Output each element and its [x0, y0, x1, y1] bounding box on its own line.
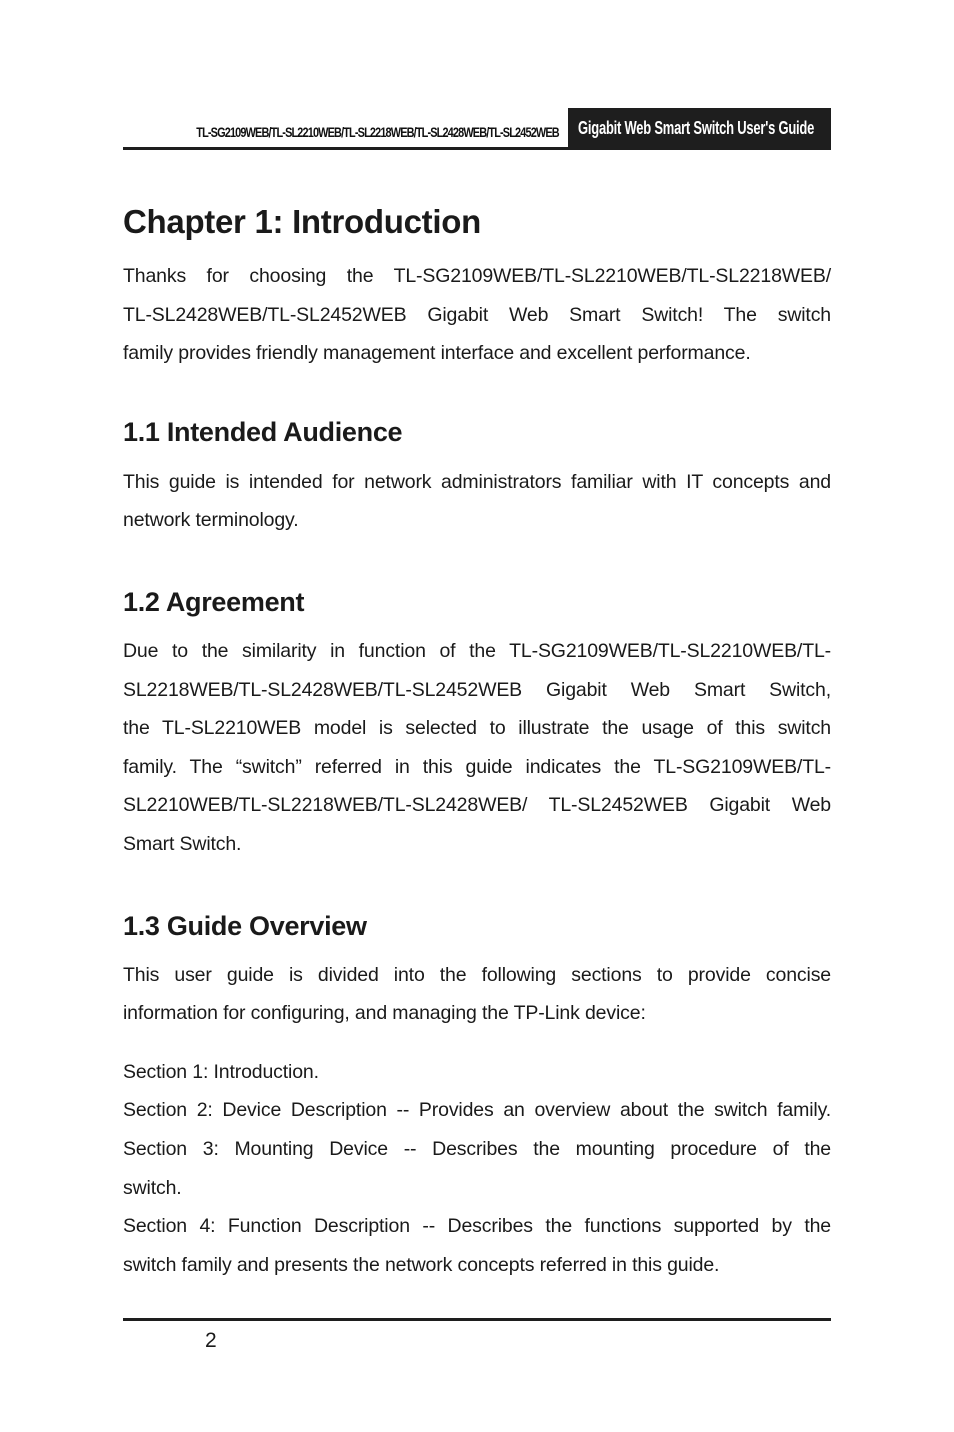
- section-heading-audience: 1.1 Intended Audience: [123, 416, 403, 447]
- page-number: 2: [205, 1329, 217, 1352]
- body-line: family. The “switch” referred in this guide indicates the TL-SG2109WEB/TL-: [123, 755, 831, 778]
- section-heading-agreement: 1.2 Agreement: [123, 586, 305, 617]
- footer-rule: [123, 1318, 831, 1321]
- body-line: network terminology.: [123, 509, 299, 532]
- header-guide-tab: [568, 108, 831, 150]
- section-heading-overview: 1.3 Guide Overview: [123, 910, 367, 941]
- page-content: [123, 200, 831, 1284]
- body-line: Due to the similarity in function of the TL-SG2109WEB/TL-SL2210WEB/TL-: [123, 639, 831, 662]
- header-guide-title: Gigabit Web Smart Switch User's Guide: [578, 118, 815, 138]
- list-item: switch.: [123, 1176, 182, 1199]
- body-line: information for configuring, and managing the TP-Link device:: [123, 1002, 646, 1025]
- list-item: Section 4: Function Description -- Describes the functions supported by the: [123, 1215, 831, 1238]
- section-body-overview: [123, 956, 831, 1033]
- intro-line: TL-SL2428WEB/TL-SL2452WEB Gigabit Web Smart Switch! The switch: [123, 303, 831, 326]
- body-line: This user guide is divided into the following sections to provide concise: [123, 963, 831, 986]
- list-item: Section 3: Mounting Device -- Describes the mounting procedure of the: [123, 1137, 831, 1160]
- body-line: Smart Switch.: [123, 832, 242, 855]
- intro-line: Thanks for choosing the TL-SG2109WEB/TL-SL2210WEB/TL-SL2218WEB/: [123, 265, 831, 287]
- body-line: SL2210WEB/TL-SL2218WEB/TL-SL2428WEB/ TL-SL2452WEB Gigabit Web: [123, 794, 831, 817]
- list-item: switch family and presents the network concepts referred in this guide.: [123, 1253, 720, 1276]
- chapter-intro: [123, 257, 831, 373]
- section-body-audience: [123, 463, 831, 540]
- intro-line: family provides friendly management interface and excellent performance.: [123, 342, 751, 365]
- body-line: SL2218WEB/TL-SL2428WEB/TL-SL2452WEB Gigabit Web Smart Switch,: [123, 678, 831, 701]
- chapter-title: Chapter 1: Introduction: [123, 203, 481, 240]
- header-model-list: TL-SG2109WEB/TL-SL2210WEB/TL-SL2218WEB/TL-SL2428WEB/TL-SL2452WEB: [196, 124, 559, 140]
- overview-section-list: [123, 1053, 831, 1285]
- body-line: This guide is intended for network administrators familiar with IT concepts and: [123, 470, 831, 493]
- page-header: [123, 108, 831, 150]
- list-item: Section 2: Device Description -- Provides an overview about the switch family.: [123, 1099, 831, 1122]
- list-item: Section 1: Introduction.: [123, 1060, 319, 1083]
- header-rule: [123, 147, 831, 150]
- section-body-agreement: [123, 632, 831, 864]
- body-line: the TL-SL2210WEB model is selected to illustrate the usage of this switch: [123, 717, 831, 740]
